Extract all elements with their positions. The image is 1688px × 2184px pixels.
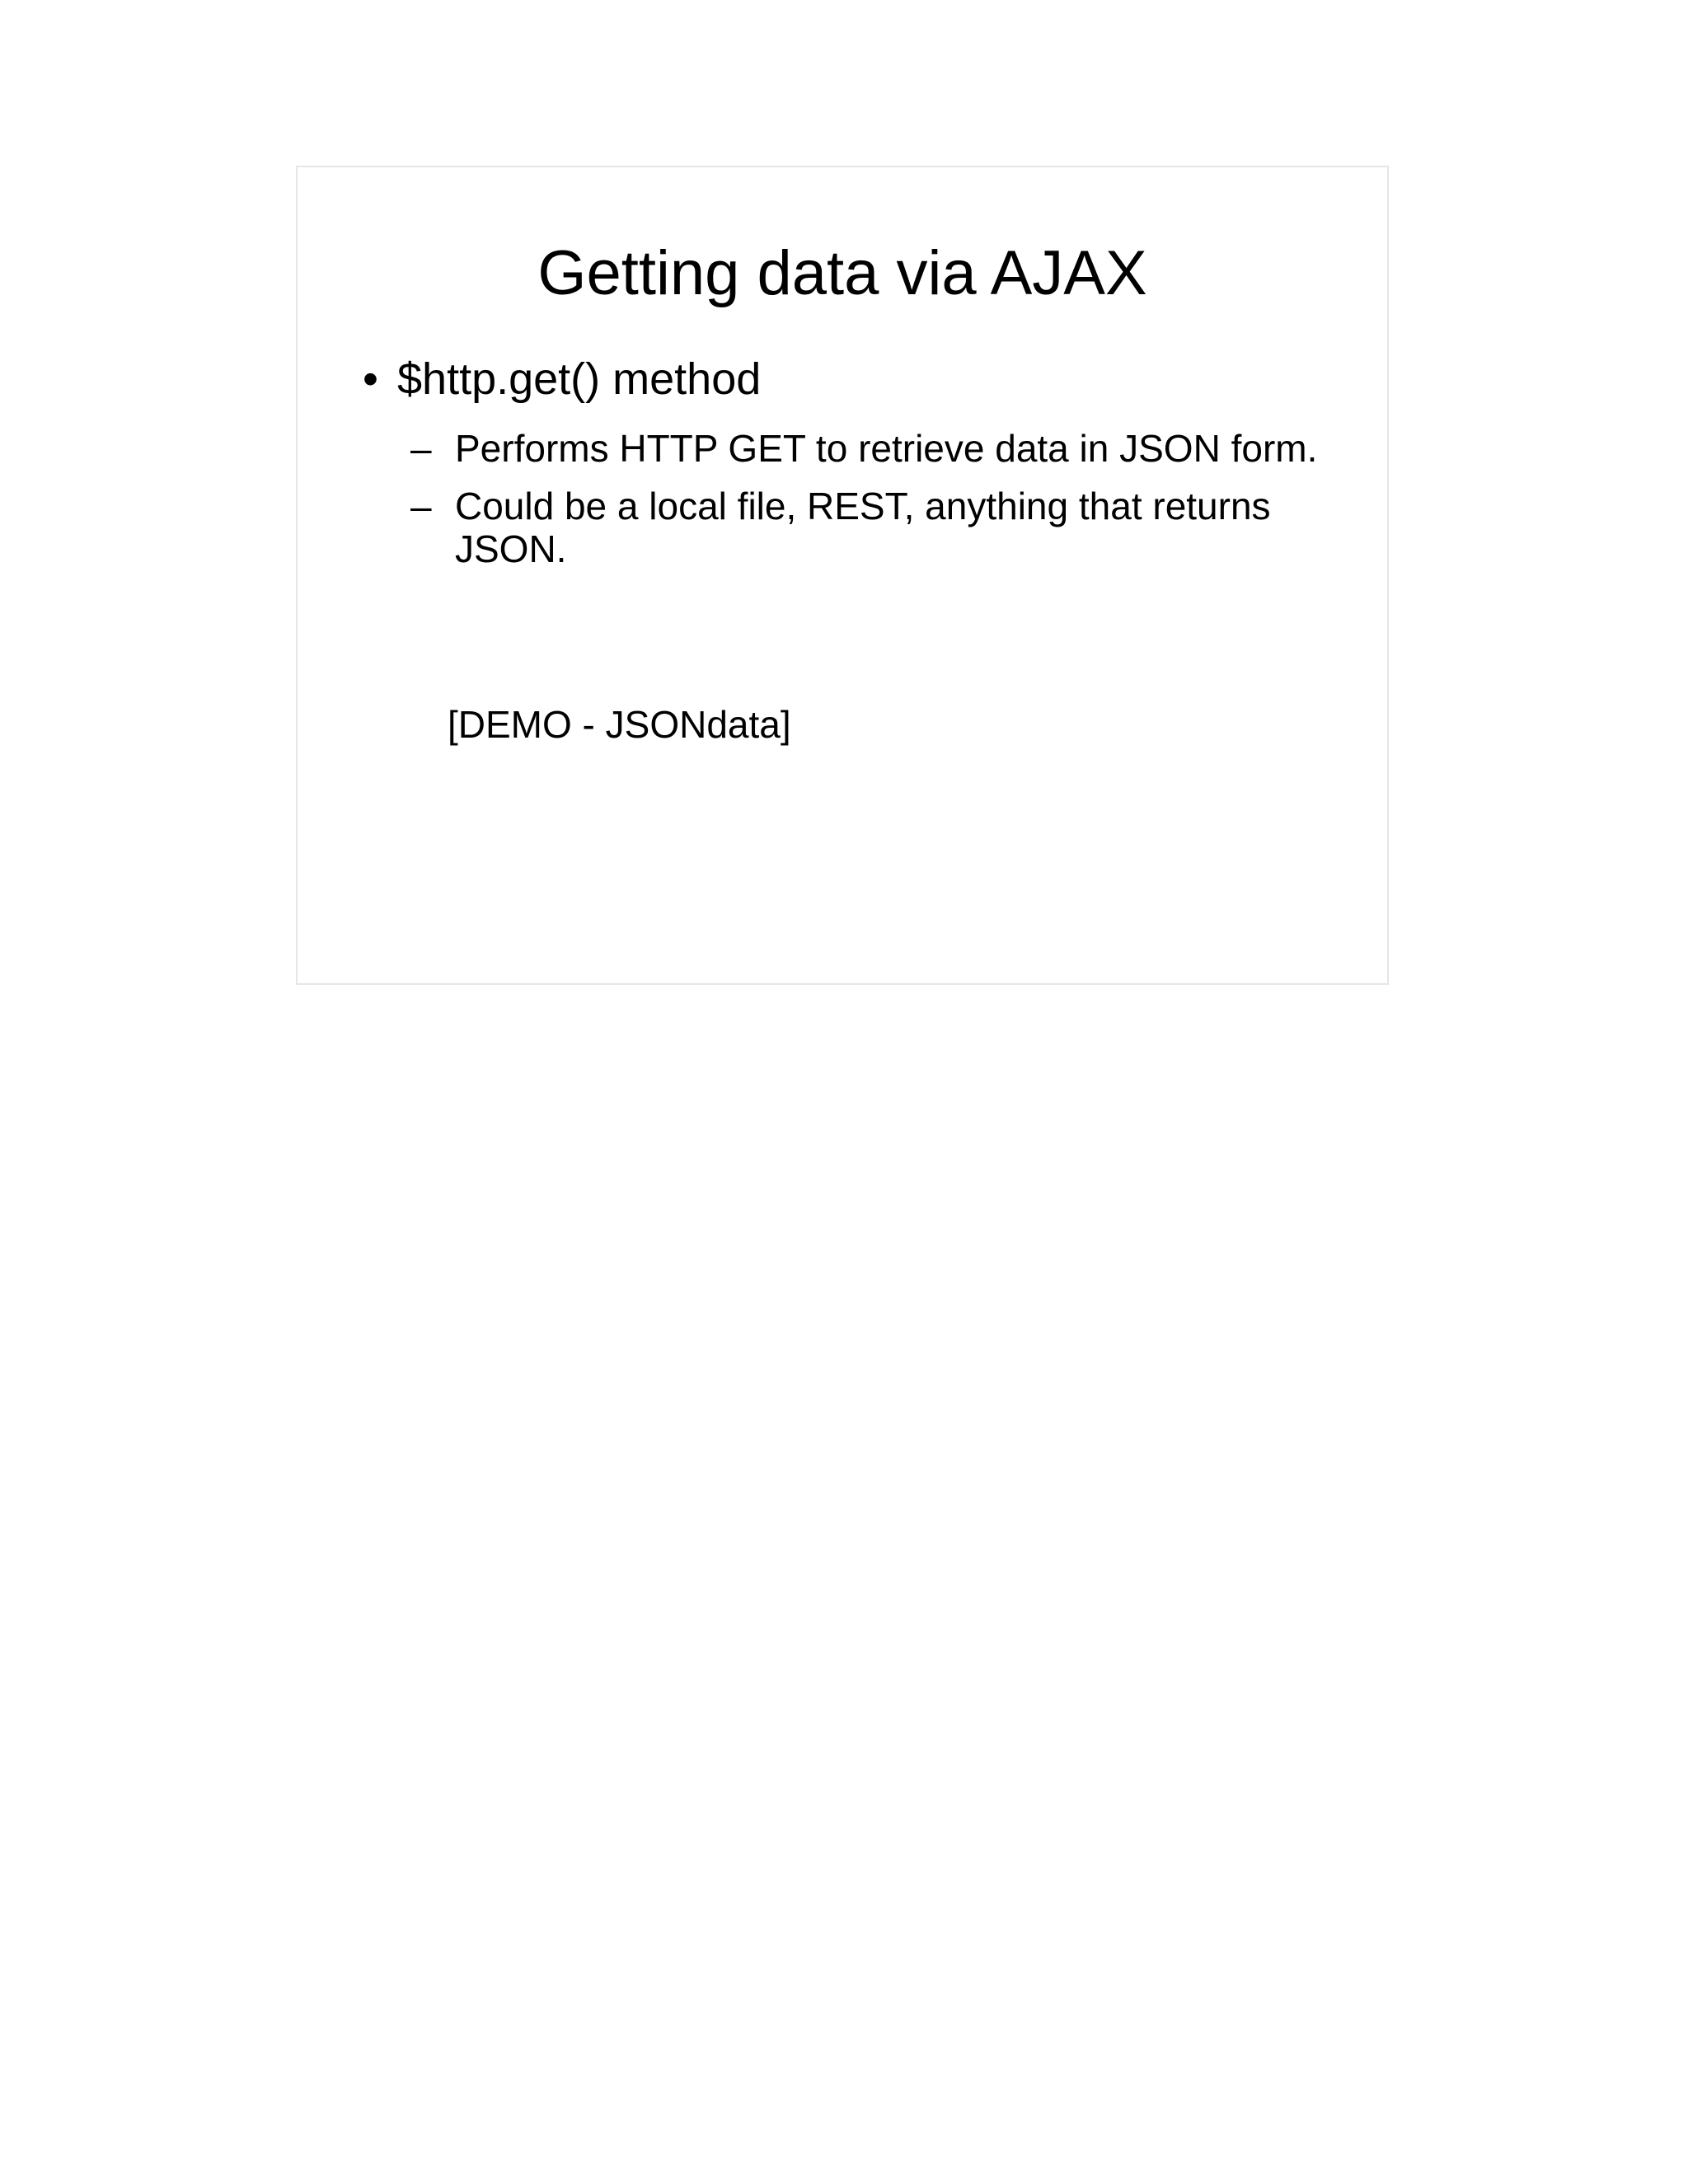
sub-bullet-item: [410, 427, 1317, 470]
sub-bullet-marker: –: [410, 485, 432, 527]
bullet-text: $http.get() method: [397, 354, 762, 404]
sub-bullet-text: Performs HTTP GET to retrieve data in JSON form.: [455, 427, 1318, 470]
sub-bullet-item: [410, 485, 1334, 570]
bullet-marker: •: [363, 354, 378, 404]
slide-frame: [296, 166, 1389, 985]
sub-bullet-marker: –: [410, 427, 432, 470]
demo-note: [DEMO - JSONdata]: [448, 703, 791, 746]
bullet-item: [363, 353, 761, 405]
slide-title: Getting data via AJAX: [537, 238, 1147, 308]
sub-bullet-text: Could be a local file, REST, anything that returns JSON.: [455, 485, 1271, 570]
